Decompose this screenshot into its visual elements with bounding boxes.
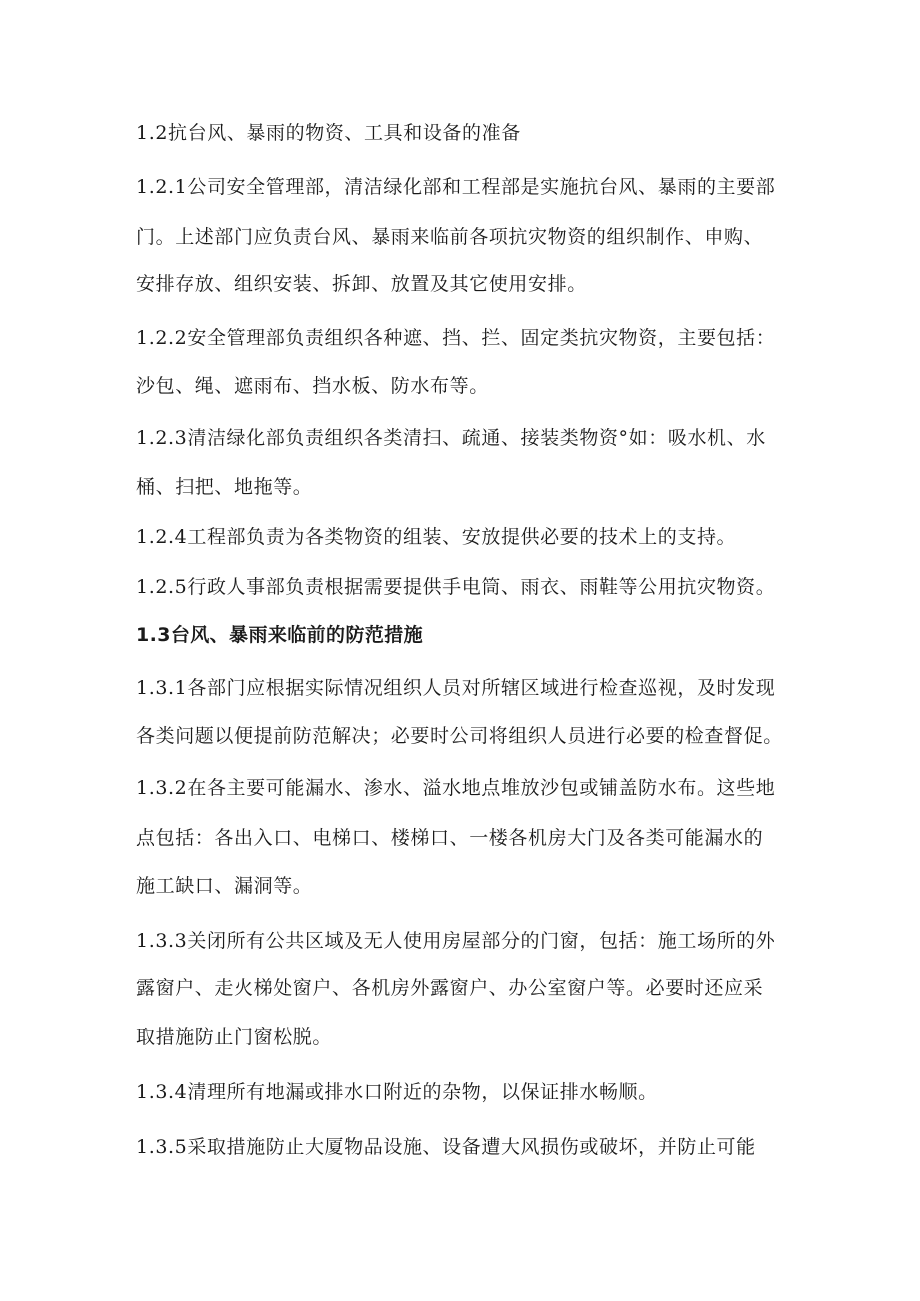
paragraph-line: 1.2.5行政人事部负责根据需要提供手电筒、雨衣、雨鞋等公用抗灾物资。 — [136, 576, 776, 598]
paragraph-line: 点包括：各出入口、电梯口、楼梯口、一楼各机房大门及各类可能漏水的 — [136, 827, 764, 849]
paragraph-line: 1.3.5采取措施防止大厦物品设施、设备遭大风损伤或破坏，并防止可能 — [136, 1136, 756, 1158]
paragraph-line: 1.2.2安全管理部负责组织各种遮、挡、拦、固定类抗灾物资，主要包括： — [136, 327, 776, 349]
paragraph-line: 1.2.4工程部负责为各类物资的组装、安放提供必要的技术上的支持。 — [136, 526, 737, 548]
paragraph-line: 1.3.4清理所有地漏或排水口附近的杂物，以保证排水畅顺。 — [136, 1081, 658, 1103]
paragraph-line: 1.3.1各部门应根据实际情况组织人员对所辖区域进行检查巡视，及时发现 — [136, 677, 776, 699]
paragraph-line: 沙包、绳、遮雨布、挡水板、防水布等。 — [136, 375, 489, 397]
paragraph-line: 1.3.2在各主要可能漏水、渗水、溢水地点堆放沙包或铺盖防水布。这些地 — [136, 777, 776, 799]
paragraph-line: 取措施防止门窗松脱。 — [136, 1026, 333, 1048]
paragraph-line: 各类问题以便提前防范解决；必要时公司将组织人员进行必要的检查督促。 — [136, 725, 783, 747]
paragraph-line: 1.2.1公司安全管理部，清洁绿化部和工程部是实施抗台风、暴雨的主要部 — [136, 176, 776, 198]
section-heading-1-3: 1.3台风、暴雨来临前的防范措施 — [136, 624, 424, 646]
paragraph-line: 安排存放、组织安装、拆卸、放置及其它使用安排。 — [136, 273, 587, 295]
paragraph-line: 1.3.3关闭所有公共区域及无人使用房屋部分的门窗，包括：施工场所的外 — [136, 930, 776, 952]
section-heading-1-2: 1.2抗台风、暴雨的物资、工具和设备的准备 — [136, 122, 521, 144]
paragraph-line: 桶、扫把、地拖等。 — [136, 476, 313, 498]
paragraph-line: 露窗户、走火梯处窗户、各机房外露窗户、办公室窗户等。必要时还应采 — [136, 977, 764, 999]
paragraph-line: 施工缺口、漏洞等。 — [136, 875, 313, 897]
paragraph-line: 1.2.3清洁绿化部负责组织各类清扫、疏通、接装类物资°如：吸水机、水 — [136, 427, 766, 449]
paragraph-line: 门。上述部门应负责台风、暴雨来临前各项抗灾物资的组织制作、申购、 — [136, 226, 764, 248]
